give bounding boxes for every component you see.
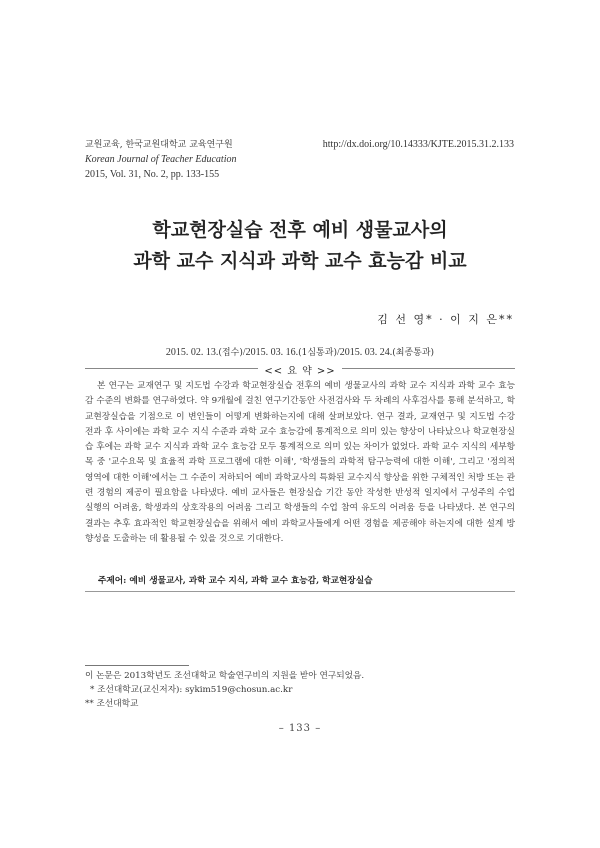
page-number: – 133 – — [278, 723, 322, 734]
received-date: 2015. 02. 13. — [165, 347, 219, 358]
keywords: 주제어: 예비 생물교사, 과학 교수 지식, 과학 교수 효능감, 학교현장실습 — [98, 576, 373, 586]
abstract-heading — [0, 362, 600, 377]
keywords-rule — [85, 591, 515, 592]
revised-label: (1심통과) — [298, 348, 337, 358]
abstract-text: 본 연구는 교재연구 및 지도법 수강과 학교현장실습 전후의 예비 생물교사의 과학 교수 지식과 과학 교수 효능감 수준의 변화를 연구하였다. 약 9개월에 걸친 연구기간동안 사전검사와 두 차례의 사후검사를 통해 분석하고, 학교현장실습을 기점으로 이 변인들이 어떻게 변화하는지에 대해 살펴보았다. 연구 결과, 교재연구 및 지도법 수강 전과 후 사이에는 과학 교수 지식 수준과 과학 교수 효능감에 통계적으로 의미 있는 향상이 나타났으나 학교현장실습 후에는 과학 교수 지식과 과학 교수 효능감 모두 통계적으로 의미 있는 차이가 없었다. 과학 교수 지식의 세부항목 중 '교수요목 및 효율적 과학 프로그램에 대한 이해', '학생들의 과학적 탐구능력에 대한 이해', 그리고 '정의적 영역에 대한 이해'에서는 그 수준이 저하되어 예비 과학교사의 특화된 교수지식 향상을 위한 구체적인 처방 또는 관련 경험의 제공이 필요함을 나타냈다. 예비 교사들은 현장실습 기간 동안 작성한 반성적 일지에서 구성주의 수업 실행의 어려움, 학생과의 상호작용의 어려움 그리고 학생들의 수업 참여 유도의 어려움 등을 나타냈다. 본 연구의 결과는 추후 효과적인 학교현장실습을 위해서 예비 과학교사들에게 어떤 경험을 제공해야 하는지에 대한 설계 방향성을 도출하는 데 활용될 수 있을 것으로 기대한다. — [85, 381, 515, 544]
received-label: (접수) — [218, 348, 243, 358]
footnote-author-1: * 조선대학교(교신저자): sykim519@chosun.ac.kr — [90, 685, 293, 695]
title-line-1: 학교현장실습 전후 예비 생물교사의 — [152, 219, 448, 241]
accepted-label: (최종통과) — [392, 348, 435, 358]
journal-name-korean: 교원교육, 한국교원대학교 교육연구원 — [85, 140, 233, 150]
abstract-heading-text: << 요 약 >> — [258, 366, 341, 377]
doi-link[interactable]: http://dx.doi.org/10.14333/KJTE.2015.31.2.133 — [322, 139, 514, 150]
submission-dates — [0, 345, 600, 358]
footnote-funding: 이 논문은 2013학년도 조선대학교 학술연구비의 지원을 받아 연구되었음. — [85, 671, 365, 681]
footnote-author-2: ** 조선대학교 — [85, 699, 139, 709]
footnote-rule — [85, 665, 189, 666]
journal-name-english: Korean Journal of Teacher Education — [85, 154, 237, 165]
paper-title — [0, 215, 600, 277]
volume-info: 2015, Vol. 31, No. 2, pp. 133-155 — [85, 169, 220, 180]
authors: 김 선 영* · 이 지 은** — [377, 313, 514, 326]
title-line-2: 과학 교수 지식과 과학 교수 효능감 비교 — [133, 250, 467, 272]
revised-date: /2015. 03. 16. — [242, 347, 299, 358]
accepted-date: /2015. 03. 24. — [336, 347, 393, 358]
